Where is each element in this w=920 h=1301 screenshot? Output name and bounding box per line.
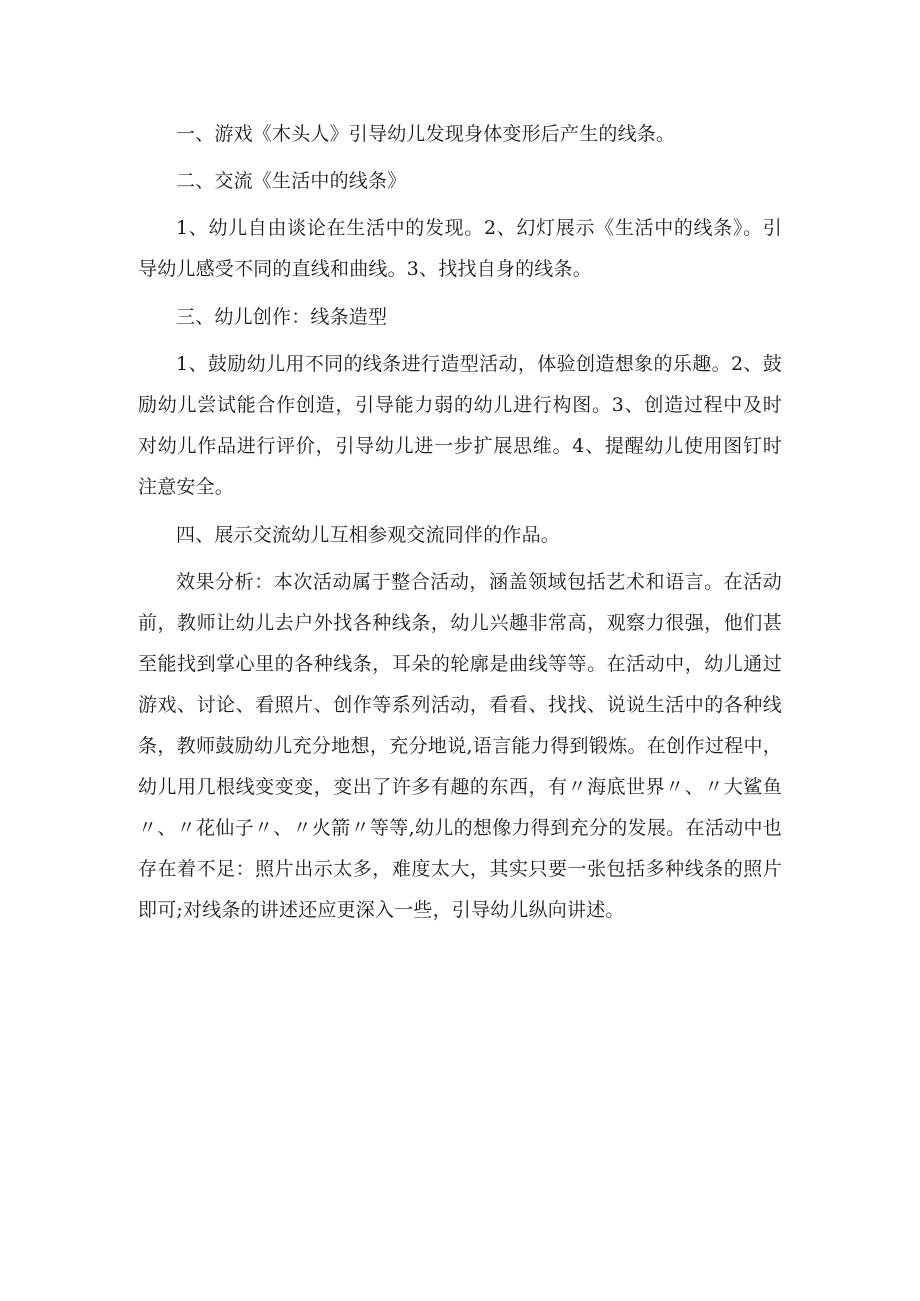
document-body <box>138 114 782 938</box>
effect-analysis-paragraph: 效果分析：本次活动属于整合活动，涵盖领域包括艺术和语言。在活动前，教师让幼儿去户外找各种线条，幼儿兴趣非常高，观察力很强，他们甚至能找到掌心里的各种线条，耳朵的轮廓是曲线等等。在活动中，幼儿通过游戏、讨论、看照片、创作等系列活动，看看、找找、说说生活中的各种线条，教师鼓励幼儿充分地想，充分地说,语言能力得到锻炼。在创作过程中，幼儿用几根线变变变，变出了许多有趣的东西，有〃海底世界〃、〃大鲨鱼〃、〃花仙子〃、〃火箭〃等等,幼儿的想像力得到充分的发展。在活动中也存在着不足：照片出示太多，难度太大，其实只要一张包括多种线条的照片即可;对线条的讲述还应更深入一些，引导幼儿纵向讲述。 <box>138 571 782 921</box>
step-three-heading: 三、幼儿创作：线条造型 <box>176 306 388 328</box>
step-three-details-paragraph: 1、鼓励幼儿用不同的线条进行造型活动，体验创造想象的乐趣。2、鼓励幼儿尝试能合作创造，引导能力弱的幼儿进行构图。3、创造过程中及时对幼儿作品进行评价，引导幼儿进一步扩展思维。4、提醒幼儿使用图钉时注意安全。 <box>138 353 782 498</box>
step-one-paragraph: 一、游戏《木头人》引导幼儿发现身体变形后产生的线条。 <box>176 123 676 145</box>
step-two-heading: 二、交流《生活中的线条》 <box>176 170 407 192</box>
step-four-paragraph: 四、展示交流幼儿互相参观交流同伴的作品。 <box>176 524 561 546</box>
step-two-details-paragraph: 1、幼儿自由谈论在生活中的发现。2、幻灯展示《生活中的线条》。引导幼儿感受不同的直线和曲线。3、找找自身的线条。 <box>138 217 782 280</box>
